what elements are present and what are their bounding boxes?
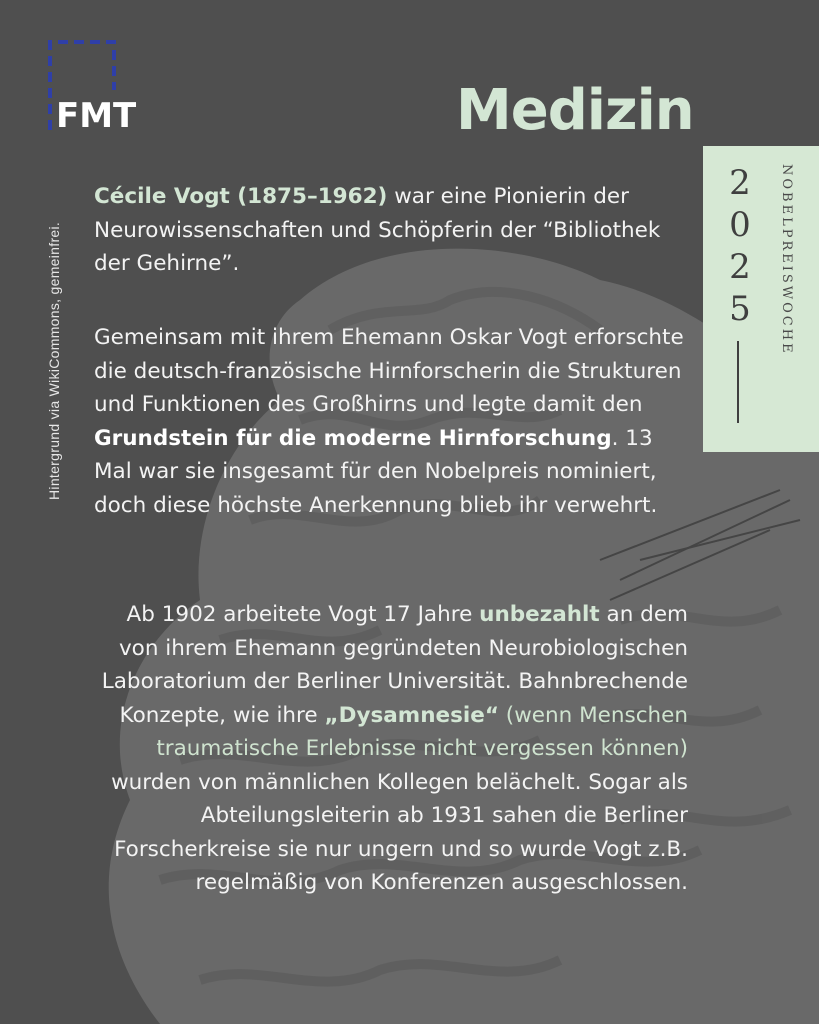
- career-text-b: an dem von ihrem Ehemann gegründeten Neurobiologischen Laboratorium der Berliner Universität. Bahnbrechende Konzepte, wie ihre: [101, 602, 688, 728]
- year-divider: [737, 341, 739, 423]
- career-text-a: Ab 1902 arbeitete Vogt 17 Jahre: [126, 602, 480, 627]
- image-credit: Hintergrund via WikiCommons, gemeinfrei.: [46, 221, 62, 500]
- year-digit: 2: [729, 247, 751, 287]
- intro-text: war eine Pionierin der Neurowissenschaften und Schöpferin der “Bibliothek der Gehirne”.: [94, 184, 661, 276]
- career-text-c: wurden von männlichen Kollegen belächelt. Sogar als Abteilungsleiterin ab 1931 sahen die Berliner Forscherkreise sie nur ungern und so wurde Vogt z.B. regelmäßig von Konferenzen ausgeschlossen.: [111, 769, 688, 895]
- intro-paragraph: [94, 180, 674, 281]
- research-paragraph: [94, 321, 694, 522]
- year-digit: 0: [729, 205, 751, 245]
- year-label: [725, 162, 755, 330]
- research-text-a: Gemeinsam mit ihrem Ehemann Oskar Vogt erforschte die deutsch-französische Hirnforscherin die Strukturen und Funktionen des Großhirns und legte damit den: [94, 325, 684, 417]
- page-title: Medizin: [456, 78, 694, 143]
- unpaid-highlight: unbezahlt: [479, 602, 600, 627]
- dysamnesie-definition: (wenn Menschen traumatische Erlebnisse nicht vergessen können): [156, 702, 688, 761]
- career-paragraph: [92, 598, 688, 900]
- year-digit: 2: [729, 163, 751, 203]
- research-text-b: . 13 Mal war sie insgesamt für den Nobelpreis nominiert, doch diese höchste Anerkennung blieb ihr verwehrt.: [94, 425, 658, 518]
- year-digit: 5: [729, 289, 751, 329]
- nobelpreiswoche-label: NOBELPREISWOCHE: [779, 164, 794, 356]
- logo-text: FMT: [56, 96, 137, 136]
- dysamnesie-highlight: „Dysamnesie“: [324, 702, 499, 728]
- research-bold-text: Grundstein für die moderne Hirnforschung: [94, 425, 612, 451]
- nobelpreiswoche-panel: [703, 146, 819, 452]
- fmt-logo: [48, 40, 148, 140]
- person-name: Cécile Vogt (1875–1962): [94, 184, 388, 209]
